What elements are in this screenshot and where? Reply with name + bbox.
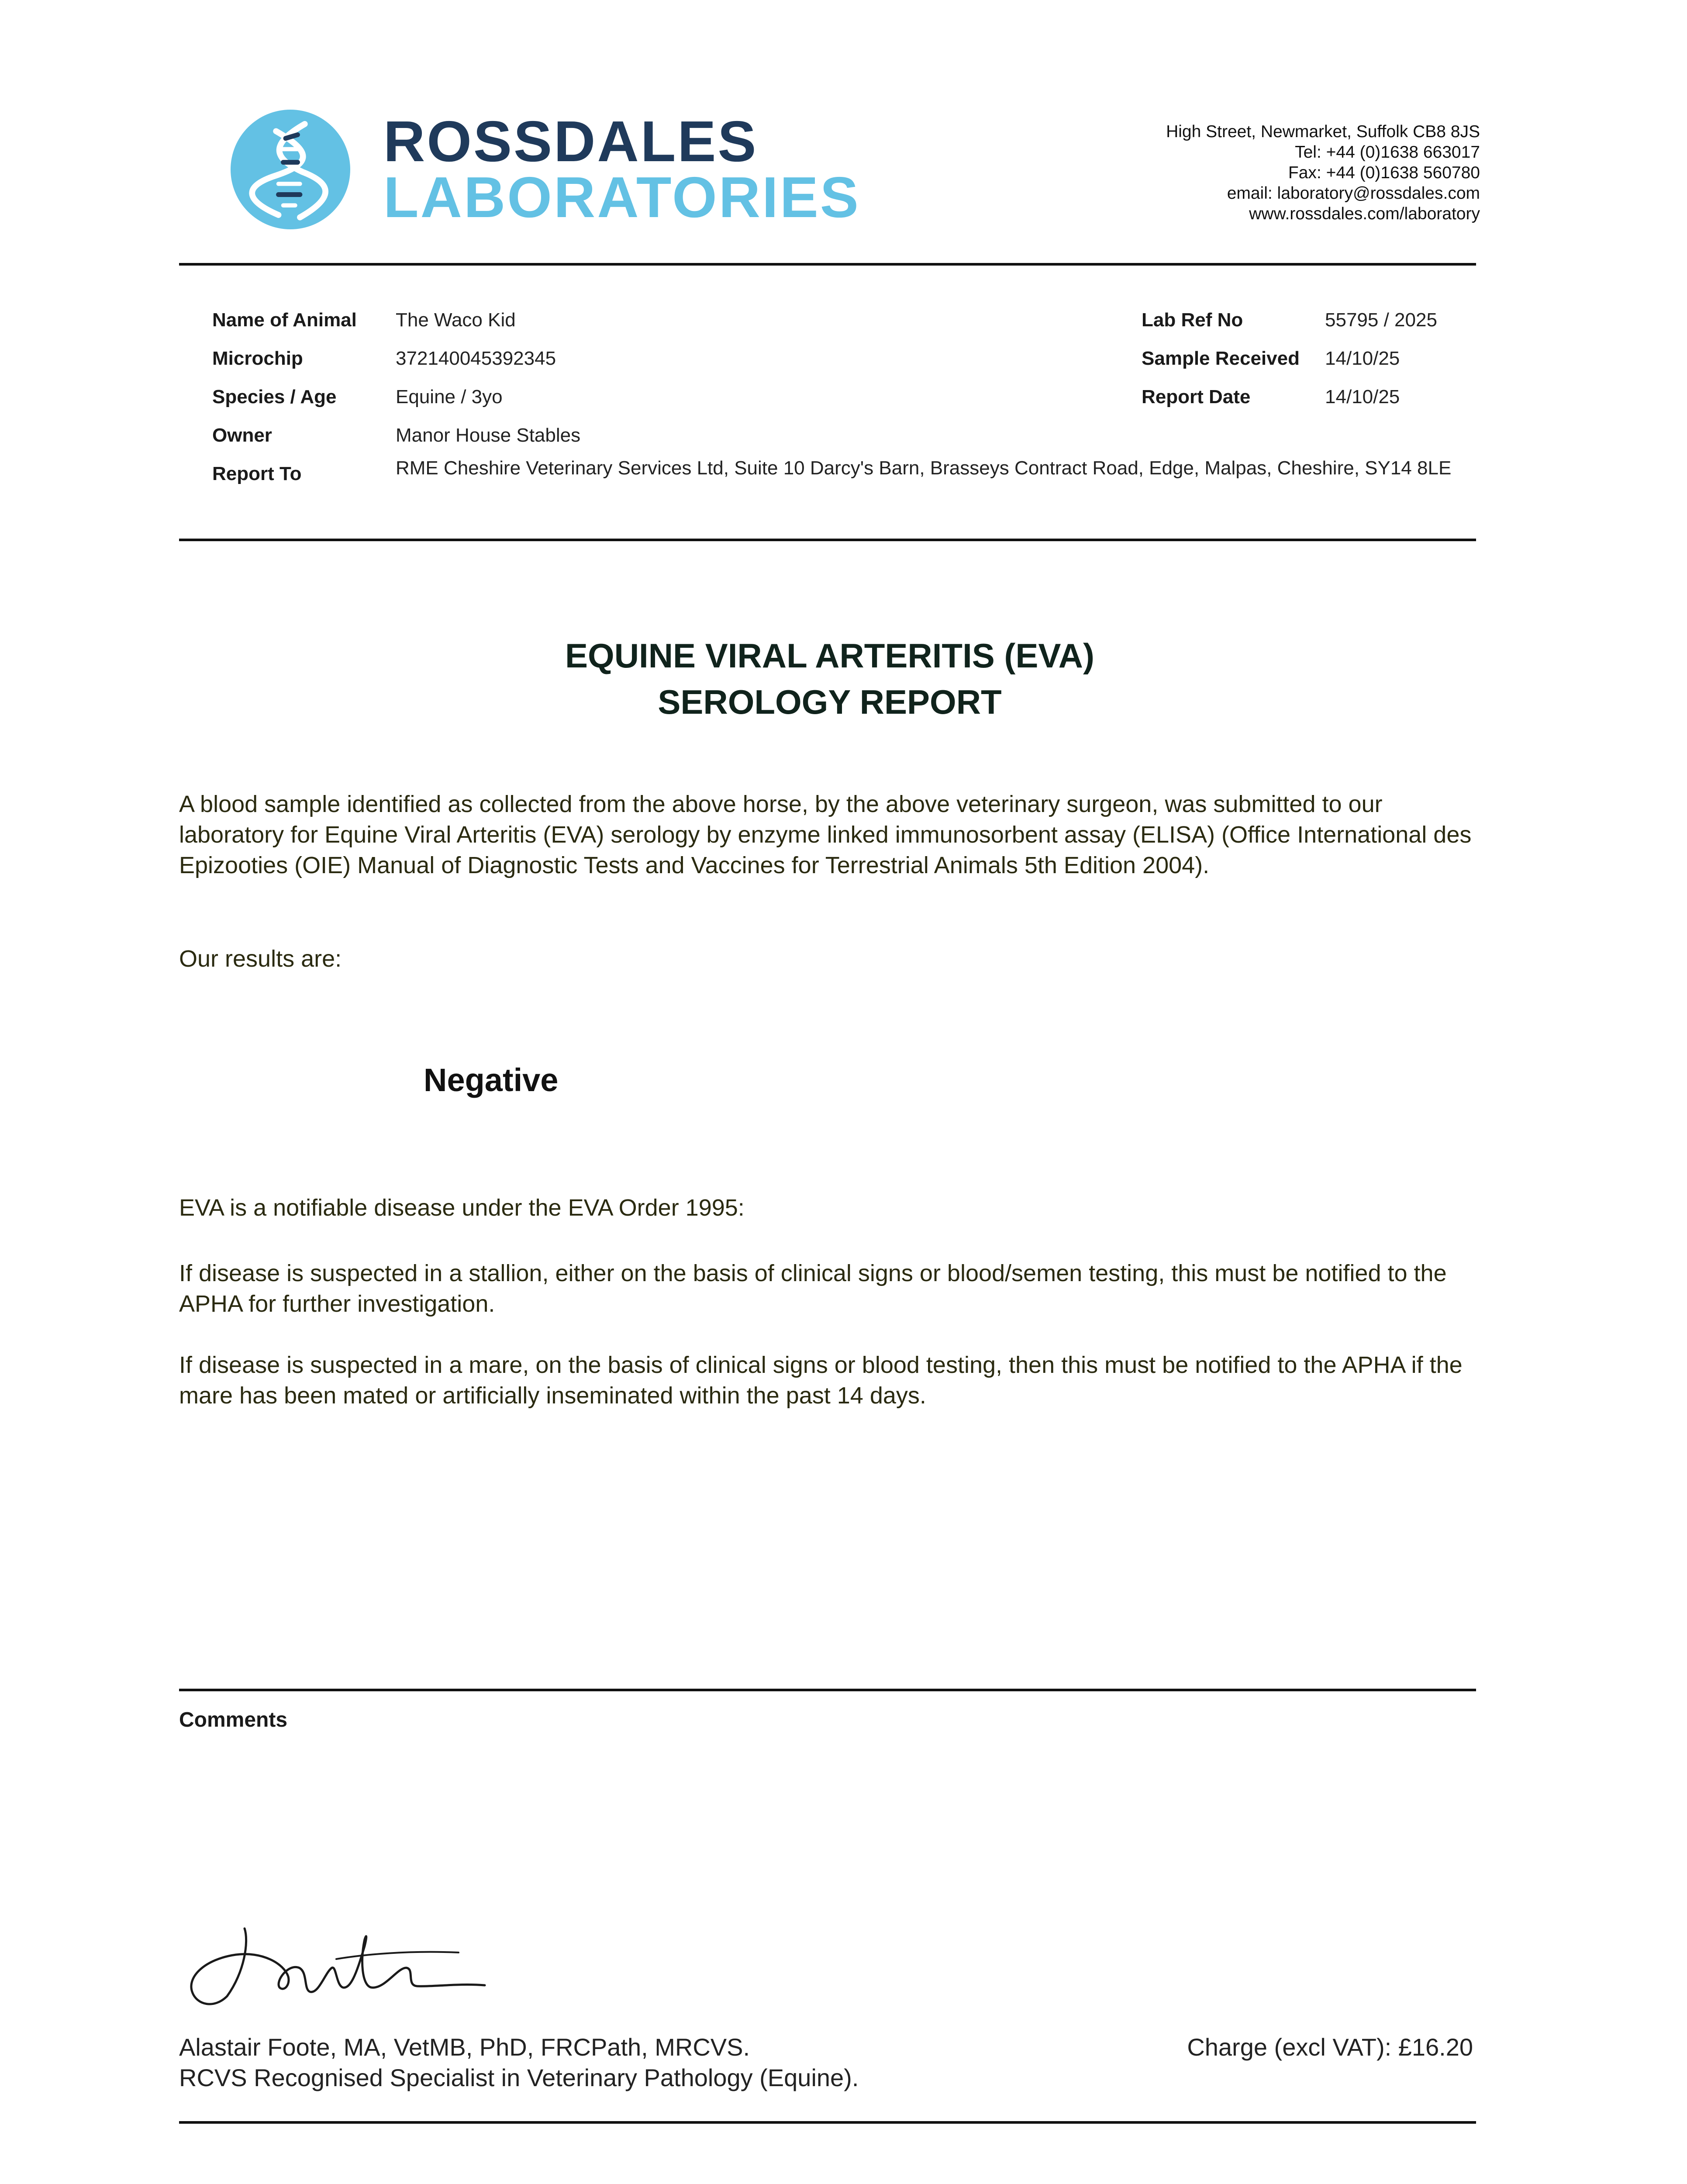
report-date-value: 14/10/25: [1325, 386, 1400, 408]
charge: Charge (excl VAT): £16.20: [1187, 2033, 1473, 2061]
brand-name: [383, 109, 860, 229]
mare-note: If disease is suspected in a mare, on the basis of clinical signs or blood testing, then this must be notified to the APHA if the mare has been mated or artificially inseminated within the past 14 days.: [179, 1352, 1463, 1409]
contact-block: [1166, 121, 1480, 224]
species-value: Equine / 3yo: [396, 386, 503, 408]
signatory-title: RCVS Recognised Specialist in Veterinary Pathology (Equine).: [179, 2064, 859, 2091]
signatory-name: Alastair Foote, MA, VetMB, PhD, FRCPath, MRCVS.: [179, 2033, 750, 2061]
dna-helix-icon: [231, 110, 350, 229]
lab-ref-label: Lab Ref No: [1142, 309, 1243, 331]
header-divider: [179, 263, 1476, 266]
brand-logo: [231, 107, 860, 232]
name-value: The Waco Kid: [396, 309, 516, 331]
lab-ref-value: 55795 / 2025: [1325, 309, 1437, 331]
details-divider: [179, 539, 1476, 541]
microchip-value: 372140045392345: [396, 348, 556, 369]
brand-line-1: ROSSDALES: [383, 109, 758, 173]
report-to-label: Report To: [212, 463, 302, 484]
intro-paragraph: A blood sample identified as collected from the above horse, by the above veterinary surgeon, was submitted to our laboratory for Equine Viral Arteritis (EVA) serology by enzyme linked immunosorbent assay (ELISA) (Office International des Epizooties (OIE) Manual of Diagnostic Tests and Vaccines for Terrestrial Animals 5th Edition 2004).: [179, 791, 1472, 878]
telephone: Tel: +44 (0)1638 663017: [1295, 143, 1480, 162]
address: High Street, Newmarket, Suffolk CB8 8JS: [1166, 122, 1480, 141]
report-title-line-1: EQUINE VIRAL ARTERITIS (EVA): [565, 636, 1094, 675]
signatory: [179, 2032, 859, 2093]
notifiable-statement: EVA is a notifiable disease under the EVA Order 1995:: [179, 1195, 745, 1221]
sample-received-value: 14/10/25: [1325, 348, 1400, 369]
stallion-note: If disease is suspected in a stallion, either on the basis of clinical signs or blood/semen testing, this must be notified to the APHA for further investigation.: [179, 1260, 1447, 1317]
report-to-value: RME Cheshire Veterinary Services Ltd, Suite 10 Darcy's Barn, Brasseys Contract Road, Edge, Malpas, Cheshire, SY14 8LE: [396, 457, 1452, 479]
microchip-label: Microchip: [212, 348, 303, 369]
test-result: Negative: [424, 1062, 559, 1098]
report-title-line-2: SEROLOGY REPORT: [658, 683, 1002, 721]
name-label: Name of Animal: [212, 309, 357, 331]
comments-divider: [179, 1689, 1476, 1691]
footer-divider: [179, 2121, 1476, 2124]
handwritten-signature: [179, 1894, 520, 2016]
species-label: Species / Age: [212, 386, 337, 408]
results-intro: Our results are:: [179, 946, 342, 972]
brand-line-2: LABORATORIES: [383, 165, 860, 229]
fax: Fax: +44 (0)1638 560780: [1288, 163, 1480, 182]
website: www.rossdales.com/laboratory: [1249, 204, 1480, 223]
report-date-label: Report Date: [1142, 386, 1251, 408]
email: email: laboratory@rossdales.com: [1227, 184, 1480, 203]
comments-label: Comments: [179, 1708, 288, 1731]
owner-value: Manor House Stables: [396, 425, 581, 446]
owner-label: Owner: [212, 425, 272, 446]
sample-received-label: Sample Received: [1142, 348, 1300, 369]
report-title: [0, 632, 1659, 725]
